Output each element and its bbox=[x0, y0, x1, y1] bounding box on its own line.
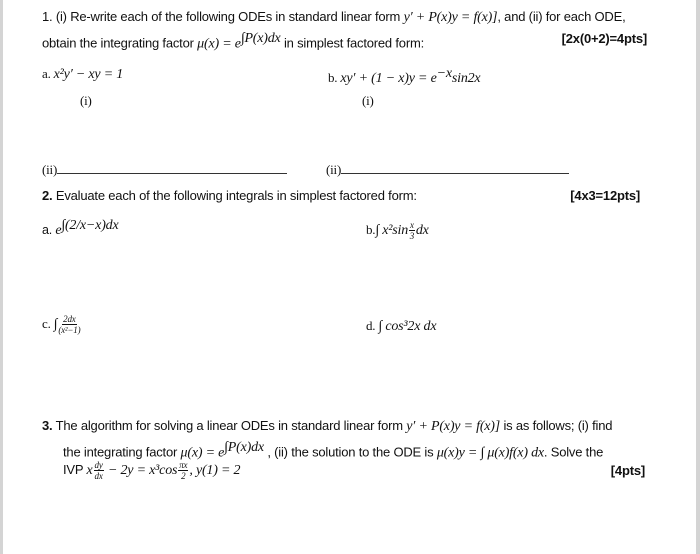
q3-number: 3. bbox=[42, 418, 53, 433]
answer-blank-b[interactable] bbox=[341, 173, 569, 174]
q1-a-expr: x²y′ − xy = 1 bbox=[53, 67, 124, 82]
q3-solution-formula: μ(x)y = ∫ μ(x)f(x) dx bbox=[436, 445, 544, 461]
q3-mu-exponent: ∫P(x)dx bbox=[224, 440, 264, 455]
q1-text-2: obtain the integrating factor bbox=[42, 35, 198, 51]
q3-standard-form: y′ + P(x)y = f(x)] bbox=[406, 419, 501, 434]
q1-standard-form: y′ + P(x)y = f(x)] bbox=[403, 10, 498, 25]
q1-a-ii-label: (ii) bbox=[42, 162, 58, 177]
q2-c-denominator: (x²−1) bbox=[58, 325, 81, 335]
q1-b-exponent: −x bbox=[436, 66, 452, 81]
q2-points: [4x3=12pts] bbox=[570, 188, 640, 203]
q1-text-3: in simplest factored form: bbox=[280, 35, 424, 51]
q2-header bbox=[42, 188, 642, 203]
page-border-right bbox=[696, 0, 700, 554]
q3-ivp-label: IVP bbox=[63, 461, 87, 477]
q2-d-expr: ∫ cos³2x dx bbox=[378, 319, 437, 334]
q3-line2 bbox=[63, 440, 603, 461]
q1-b-ii bbox=[326, 162, 569, 178]
answer-blank-a[interactable] bbox=[57, 173, 287, 174]
q2-prompt: Evaluate each of the following integrals in simplest factored form: bbox=[52, 188, 417, 203]
q2-b-denominator: 3 bbox=[409, 231, 415, 241]
q2-d-label: d. bbox=[366, 318, 379, 333]
q3-line1 bbox=[42, 418, 612, 435]
q3-line3 bbox=[63, 460, 645, 481]
q3-text-suffix: is as follows; (i) find bbox=[500, 418, 613, 433]
q2-part-b bbox=[366, 220, 429, 241]
q3-text-4: . Solve the bbox=[543, 444, 604, 460]
q1-part-b bbox=[328, 66, 480, 87]
q3-ivp-x: x bbox=[86, 462, 93, 478]
q1-b-i-label: (i) bbox=[362, 93, 374, 108]
q1-b-ii-label: (ii) bbox=[326, 162, 342, 177]
q3-dy: dy bbox=[94, 460, 103, 470]
q2-part-c bbox=[42, 314, 81, 335]
q2-a-exponent: ∫(2/x−x)dx bbox=[61, 218, 119, 233]
q1-text-suffix: , and (ii) for each ODE, bbox=[497, 9, 626, 24]
q1-b-expr: xy′ + (1 − x)y = e bbox=[340, 71, 437, 87]
q3-mu: μ(x) = e bbox=[180, 445, 225, 461]
q2-number: 2. bbox=[42, 188, 53, 203]
q1-a-ii bbox=[42, 162, 287, 178]
q2-a-base: e bbox=[55, 223, 62, 239]
q1-b-tail: sin2x bbox=[451, 71, 481, 87]
q1-line1 bbox=[42, 9, 626, 26]
q1-b-label: b. bbox=[328, 70, 341, 86]
q2-b-numerator: x bbox=[410, 220, 414, 230]
q2-part-d bbox=[366, 318, 436, 335]
q3-ivp-mid: − 2y = x³cos bbox=[104, 462, 178, 478]
q3-points: [4pts] bbox=[610, 463, 645, 478]
q3-ivp-tail: , y(1) = 2 bbox=[189, 462, 241, 478]
q3-dx: dx bbox=[94, 471, 103, 481]
q2-b-label: b. bbox=[366, 221, 376, 237]
q2-c-numerator: 2dx bbox=[63, 314, 76, 324]
q1-line2 bbox=[42, 31, 647, 52]
q3-text-3: , (ii) the solution to the ODE is bbox=[263, 444, 437, 460]
q3-pix: πx bbox=[179, 460, 188, 470]
q1-a-i-label: (i) bbox=[80, 93, 92, 108]
q2-part-a bbox=[42, 218, 118, 239]
q1-a-label: a. bbox=[42, 66, 54, 81]
q1-text: 1. (i) Re-write each of the following ODEs in standard linear form bbox=[42, 9, 404, 24]
q2-b-tail: dx bbox=[415, 222, 429, 238]
q1-points: [2x(0+2)=4pts] bbox=[561, 31, 647, 46]
q2-c-integral: ∫ bbox=[53, 316, 58, 332]
q1-mu-exponent: ∫P(x)dx bbox=[240, 31, 281, 46]
q1-mu: μ(x) = e bbox=[197, 36, 241, 52]
q3-text-2: the integrating factor bbox=[63, 444, 181, 460]
q2-a-label: a. bbox=[42, 223, 56, 238]
q3-two: 2 bbox=[181, 471, 186, 481]
q2-b-expr: ∫ x²sin bbox=[375, 222, 409, 238]
q1-part-a bbox=[42, 66, 123, 83]
q3-text: The algorithm for solving a linear ODEs in standard linear form bbox=[52, 418, 407, 433]
page-border-left bbox=[0, 0, 3, 554]
q2-c-label: c. bbox=[42, 315, 54, 331]
